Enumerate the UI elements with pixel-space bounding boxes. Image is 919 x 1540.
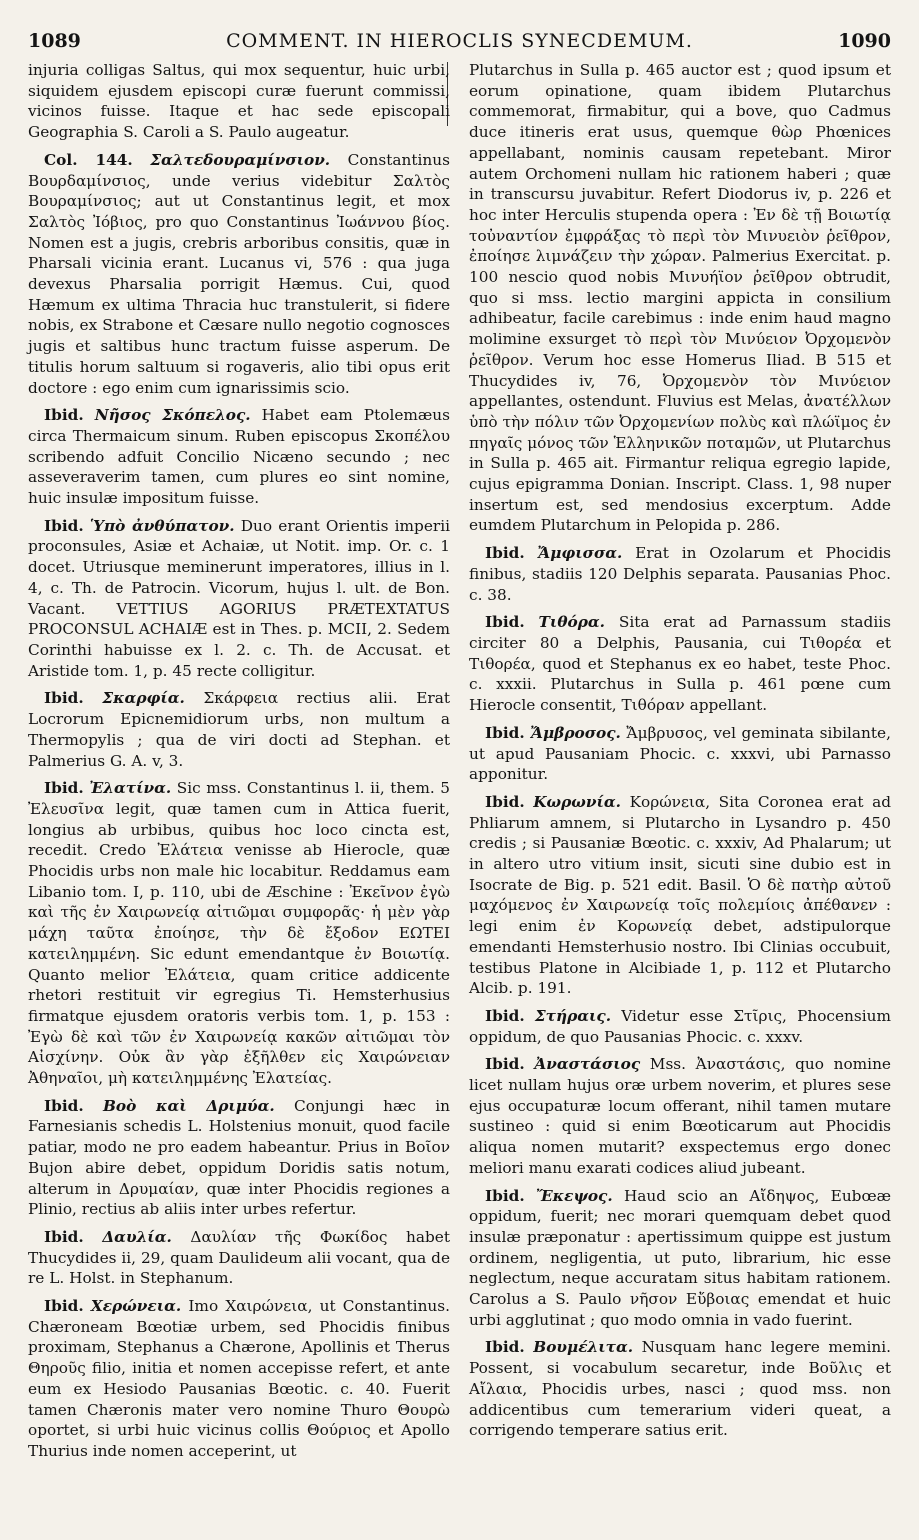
- commentary-entry: [28, 688, 450, 771]
- right-column: [469, 60, 891, 1469]
- running-title: COMMENT. IN HIEROCLIS SYNECDEMUM.: [226, 30, 693, 52]
- entry-lemma: Βουμέλιτα.: [533, 1338, 634, 1357]
- entry-lemma: Σκαρφία.: [102, 689, 185, 708]
- entry-lemma: Ἔκεψος.: [535, 1186, 613, 1205]
- entry-head: Ibid.: [485, 792, 525, 811]
- entry-head: Ibid.: [485, 613, 525, 632]
- entry-text: Ἄμβρυσος, vel geminata sibilante, ut apud Pausaniam Phocic. c. xxxvi, ubi Parnasso apponitur.: [469, 723, 891, 784]
- entry-lemma: Ἄμβροσος.: [530, 723, 621, 742]
- entry-text: Duo erant Orientis imperii proconsules, Asiæ et Achaiæ, ut Notit. imp. Or. c. 1 docet. Utriusque meminerunt imperatores, illius in l. 4, c. Th. de Patrocin. Vicorum, hujus l. ult. de Bon. Vacant. VETTIUS AGORIUS PRÆTEXTATUS PROCONSUL ACHAIÆ est in Thes. p. MCII, 2. Sedem Corinthi habuisse ex l. 2. c. Th. de Accusat. et Aristide tom. 1, p. 45 recte colligitur.: [28, 516, 450, 680]
- text-columns: [28, 60, 891, 1469]
- commentary-entry: [28, 1096, 450, 1220]
- entry-head: Ibid.: [44, 1227, 84, 1246]
- commentary-entry: [28, 1296, 450, 1462]
- commentary-entry: [469, 543, 891, 605]
- commentary-entry: [28, 150, 450, 398]
- left-column: [28, 60, 450, 1469]
- entry-head: Col. 144.: [44, 150, 133, 169]
- entry-lemma: Στήραις.: [534, 1006, 612, 1025]
- entry-lemma: Ἄμφισσα.: [537, 544, 623, 563]
- entry-lemma: Σαλτεδουραμίνσιον.: [150, 150, 331, 169]
- commentary-entry: [28, 778, 450, 1089]
- entry-lemma: Τιθόρα.: [538, 613, 605, 632]
- commentary-entry: [469, 1186, 891, 1331]
- entry-lemma: Ἐλατίνα.: [89, 779, 172, 798]
- left-page-number: 1089: [28, 30, 81, 52]
- entry-lemma: Ὑπὸ ἀνθύπατον.: [89, 516, 235, 535]
- entry-lemma: Δαυλία.: [102, 1227, 172, 1246]
- entry-head: Ibid.: [44, 779, 84, 798]
- entry-lemma: Ἀναστάσιος: [534, 1055, 641, 1074]
- entry-text: Nusquam hanc legere memini. Possent, si vocabulum secaretur, inde Βοῦλις et Αἴλαια, Phocidis urbes, nasci ; quod mss. non addicentibus cum temerarium videri queat, a corrigendo temperare satius erit.: [469, 1338, 891, 1440]
- commentary-entry: [469, 1054, 891, 1178]
- entry-head: Ibid.: [485, 723, 525, 742]
- entry-head: Ibid.: [485, 544, 525, 563]
- commentary-entry: [28, 405, 450, 509]
- entry-text: Imo Χαιρώνεια, ut Constantinus. Chæroneam Bœotiæ urbem, sed Phocidis finibus proximam, Stephanus a Chærone, Apollinis et Therus Θηροῦς filio, initia et nomen accepisse refert, et ante eum ex Hesiodo Pausanias Bœotic. c. 40. Fuerit tamen Chæronis mater vero nomine Thuro Θουρὼ oportet, si urbi huic vicinus collis Θούριος et Apollo Thurius inde nomen acceperint, ut: [28, 1297, 450, 1460]
- commentary-entry: [469, 792, 891, 999]
- commentary-entry: [469, 1337, 891, 1441]
- commentary-entry: [28, 1227, 450, 1289]
- entry-text: Erat in Ozolarum et Phocidis finibus, stadiis 120 Delphis separata. Pausanias Phoc. c. 38.: [469, 544, 891, 604]
- entry-head: Ibid.: [44, 406, 84, 425]
- entry-text: Σκάρφεια rectius alii. Erat Locrorum Epicnemidiorum urbs, non multum a Thermopylis ; qua de viri docti ad Stephan. et Palmerius G. A. v, 3.: [28, 689, 450, 770]
- entry-text: Κορώνεια, Sita Coronea erat ad Phliarum amnem, si Plutarcho in Lysandro p. 450 credis ; si Pausaniæ Bœotic. c. xxxiv, Ad Phalarum; ut in altero utro vitium insit, sicuti sine dubio est in Isocrate de Big. p. 521 edit. Basil. Ὁ δὲ πατὴρ αὐτοῦ μαχόμενος ἐν Χαιρωνείᾳ τοῖς πολεμίοις ἀπέθανεν : legi enim ἐν Κορωνείᾳ debet, adstipulorque emendanti Hemsterhusio nostro. Ibi Clinias occubuit, testibus Platone in Alcibiade 1, p. 112 et Plutarcho Alcib. p. 191.: [469, 792, 891, 998]
- entry-text: Haud scio an Αἴδηψος, Eubœæ oppidum, fuerit; nec morari quemquam debet quod insulæ præponatur : apertissimum quippe est justum ordinem, negligentia, ut puto, librarium, hic esse neglectum, neque accuratam situs habitam rationem. Carolus a S. Paulo νῆσον Εὔβοιας emendat et huic urbi agglutinat ; quo modo omnia in vado fuerint.: [469, 1186, 891, 1329]
- commentary-entry: [469, 612, 891, 716]
- commentary-entry: [469, 1006, 891, 1047]
- entry-head: Ibid.: [485, 1338, 525, 1357]
- commentary-entry: [469, 60, 891, 536]
- entry-text: Sic mss. Constantinus l. ii, them. 5 Ἐλευσῖνα legit, quæ tamen cum in Attica fuerit, longius ab urbibus, quibus hoc loco cincta est, recedit. Credo Ἐλάτεια venisse ab Hierocle, quæ Phocidis urbs non male hic locabitur. Reddamus eam Libanio tom. I, p. 110, ubi de Æschine : Ἐκεῖνον ἐγὼ καὶ τῆς ἐν Χαιρωνείᾳ αἰτιῶμαι συμφορᾶς· ἡ μὲν γὰρ μάχη ταῦτα ἐποίησε, τὴν δὲ ἔξοδον ΕΩΤΕΙ κατειλημμένη. Sic edunt emendantque ἐν Βοιωτίᾳ. Quanto melior Ἐλάτεια, quam critice addicente rhetori restituit vir egregius Ti. Hemsterhusius firmatque ejusdem oratoris verbis tom. 1, p. 153 : Ἐγὼ δὲ καὶ τῶν ἐν Χαιρωνείᾳ κακῶν αἰτιῶμαι τὸν Αἰσχίνην. Οὐκ ἂν γὰρ ἐξῆλθεν εἰς Χαιρώνειαν Ἀθηναῖοι, μὴ κατειλημμένης Ἐλατείας.: [28, 779, 450, 1088]
- entry-head: Ibid.: [44, 1297, 84, 1316]
- entry-lemma: Χερώνεια.: [90, 1297, 182, 1316]
- entry-head: Ibid.: [485, 1186, 525, 1205]
- commentary-entry: [28, 516, 450, 682]
- entry-text: Plutarchus in Sulla p. 465 auctor est ; quod ipsum et eorum opinatione, quam ibidem Plutarchus commemorat, firmabitur, qui a bove, quo Cadmus duce itineris erat usus, quemque θὼρ Phœnices appellabant, nominis causam repetebant. Miror autem Orchomeni nullam hic rationem haberi ; quæ in transcursu juvabitur. Refert Diodorus iv, p. 226 et hoc inter Herculis stupenda opera : Ἐν δὲ τῇ Βοιωτίᾳ τοὐναντίον ἐμφράξας τὸ περὶ τὸν Μινυειὸν ῥεῖθρον, ἐποίησε λιμνάζειν τὴν χώραν. Palmerius Exercitat. p. 100 nescio quod nobis Μινυήϊον ῥεῖθρον obtrudit, quo si mss. lectio margini appicta in consilium adhibeatur, facile carebimus : inde enim haud magno molimine exsurget τὸ περὶ τὸν Μινύειον Ὀρχομενὸν ῥεῖθρον. Verum hoc esse Homerus Iliad. B 515 et Thucydides iv, 76, Ὀρχομενὸν τὸν Μινύειον appellantes, ostendunt. Fluvius est Melas, ἀνατέλλων ὑπὸ τὴν πόλιν τῶν Ὀρχομενίων πολὺς καὶ πλώϊμος ἐν πηγαῖς μόνος τῶν Ἑλληνικῶν ποταμῶν, ut Plutarchus in Sulla p. 465 ait. Firmantur reliqua egregio lapide, cujus epigramma Donian. Inscript. Class. 1, 98 nuper insertum est, sed mendosius excerptum. Adde eumdem Plutarchum in Pelopida p. 286.: [469, 61, 891, 535]
- commentary-entry: [28, 60, 450, 143]
- commentary-entry: [469, 723, 891, 785]
- entry-text: Δαυλίαν τῆς Φωκίδος habet Thucydides ii, 29, quam Daulideum alii vocant, qua de re L. Holst. in Stephanum.: [28, 1227, 450, 1288]
- entry-head: Ibid.: [485, 1055, 525, 1074]
- entry-text: Conjungi hæc in Farnesianis schedis L. Holstenius monuit, quod facile patiar, modo ne pro eadem habeantur. Prius in Βοῖον Bujon abire debet, oppidum Doridis satis notum, alterum in Δρυμαίαν, quæ inter Phocidis regiones a Plinio, rectius ab aliis inter urbes refertur.: [28, 1096, 450, 1219]
- entry-head: Ibid.: [44, 1096, 84, 1115]
- entry-text: Videtur esse Στῖρις, Phocensium oppidum, de quo Pausanias Phocic. c. xxxv.: [469, 1006, 891, 1046]
- entry-lemma: Βοὸ καὶ Δριμύα.: [102, 1096, 275, 1115]
- entry-head: Ibid.: [485, 1006, 525, 1025]
- right-page-number: 1090: [838, 30, 891, 52]
- entry-text: Habet eam Ptolemæus circa Thermaicum sinum. Ruben episcopus Σκοπέλου scribendo adfuit Concilio Nicæno secundo ; nec asseveraverim tamen, cum plures eo sint nomine, huic insulæ impositum fuisse.: [28, 406, 450, 508]
- entry-text: Mss. Ἀναστάσις, quo nomine licet nullam hujus oræ urbem noverim, et plures sese ejus occupaturæ locum offerant, nihil tamen mutare sustineo : quid si enim Bœoticarum aut Phocidis aliqua nomen mutarit? exspectemus ergo donec meliori manu exarati codices aliud jubeant.: [469, 1055, 891, 1177]
- entry-text: Sita erat ad Parnassum stadiis circiter 80 a Delphis, Pausania, cui Τιθορέα et Τιθορέα, quod et Stephanus ex eo habet, teste Phoc. c. xxxii. Plutarchus in Sulla p. 461 pœne cum Hierocle consentit, Τιθόραν appellant.: [469, 613, 891, 715]
- entry-lemma: Νῆσος Σκόπελος.: [94, 406, 251, 425]
- running-head: [28, 30, 891, 60]
- entry-head: Ibid.: [44, 516, 84, 535]
- entry-text: Constantinus Βουρδαμίνσιος, unde verius videbitur Σαλτὸς Βουραμίνσιος; aut ut Constantinus legit, et mox Σαλτὸς Ἰόβιος, pro quo Constantinus Ἰωάννου βίος. Nomen est a jugis, crebris arboribus consitis, quæ in Pharsali vicinia erant. Lucanus vi, 576 : qua juga devexus Pharsalia porrigit Hæmus. Cui, quod Hæmum ex ultima Thracia huc transtulerit, si fidere nobis, ex Strabone et Cæsare nullo negotio cognosces jugis et saltibus hunc tractum fuisse asperum. De titulis horum saltuum si rogaveris, alio tibi opus erit doctore : ego enim cum ignarissimis scio.: [28, 150, 450, 397]
- entry-head: Ibid.: [44, 689, 84, 708]
- entry-text: injuria colligas Saltus, qui mox sequentur, huic urbi, siquidem ejusdem episcopi curæ fuerunt commissi, vicinos fuisse. Itaque et hac sede episcopali Geographia S. Caroli a S. Paulo augeatur.: [28, 61, 450, 142]
- entry-lemma: Κωρωνία.: [533, 792, 621, 811]
